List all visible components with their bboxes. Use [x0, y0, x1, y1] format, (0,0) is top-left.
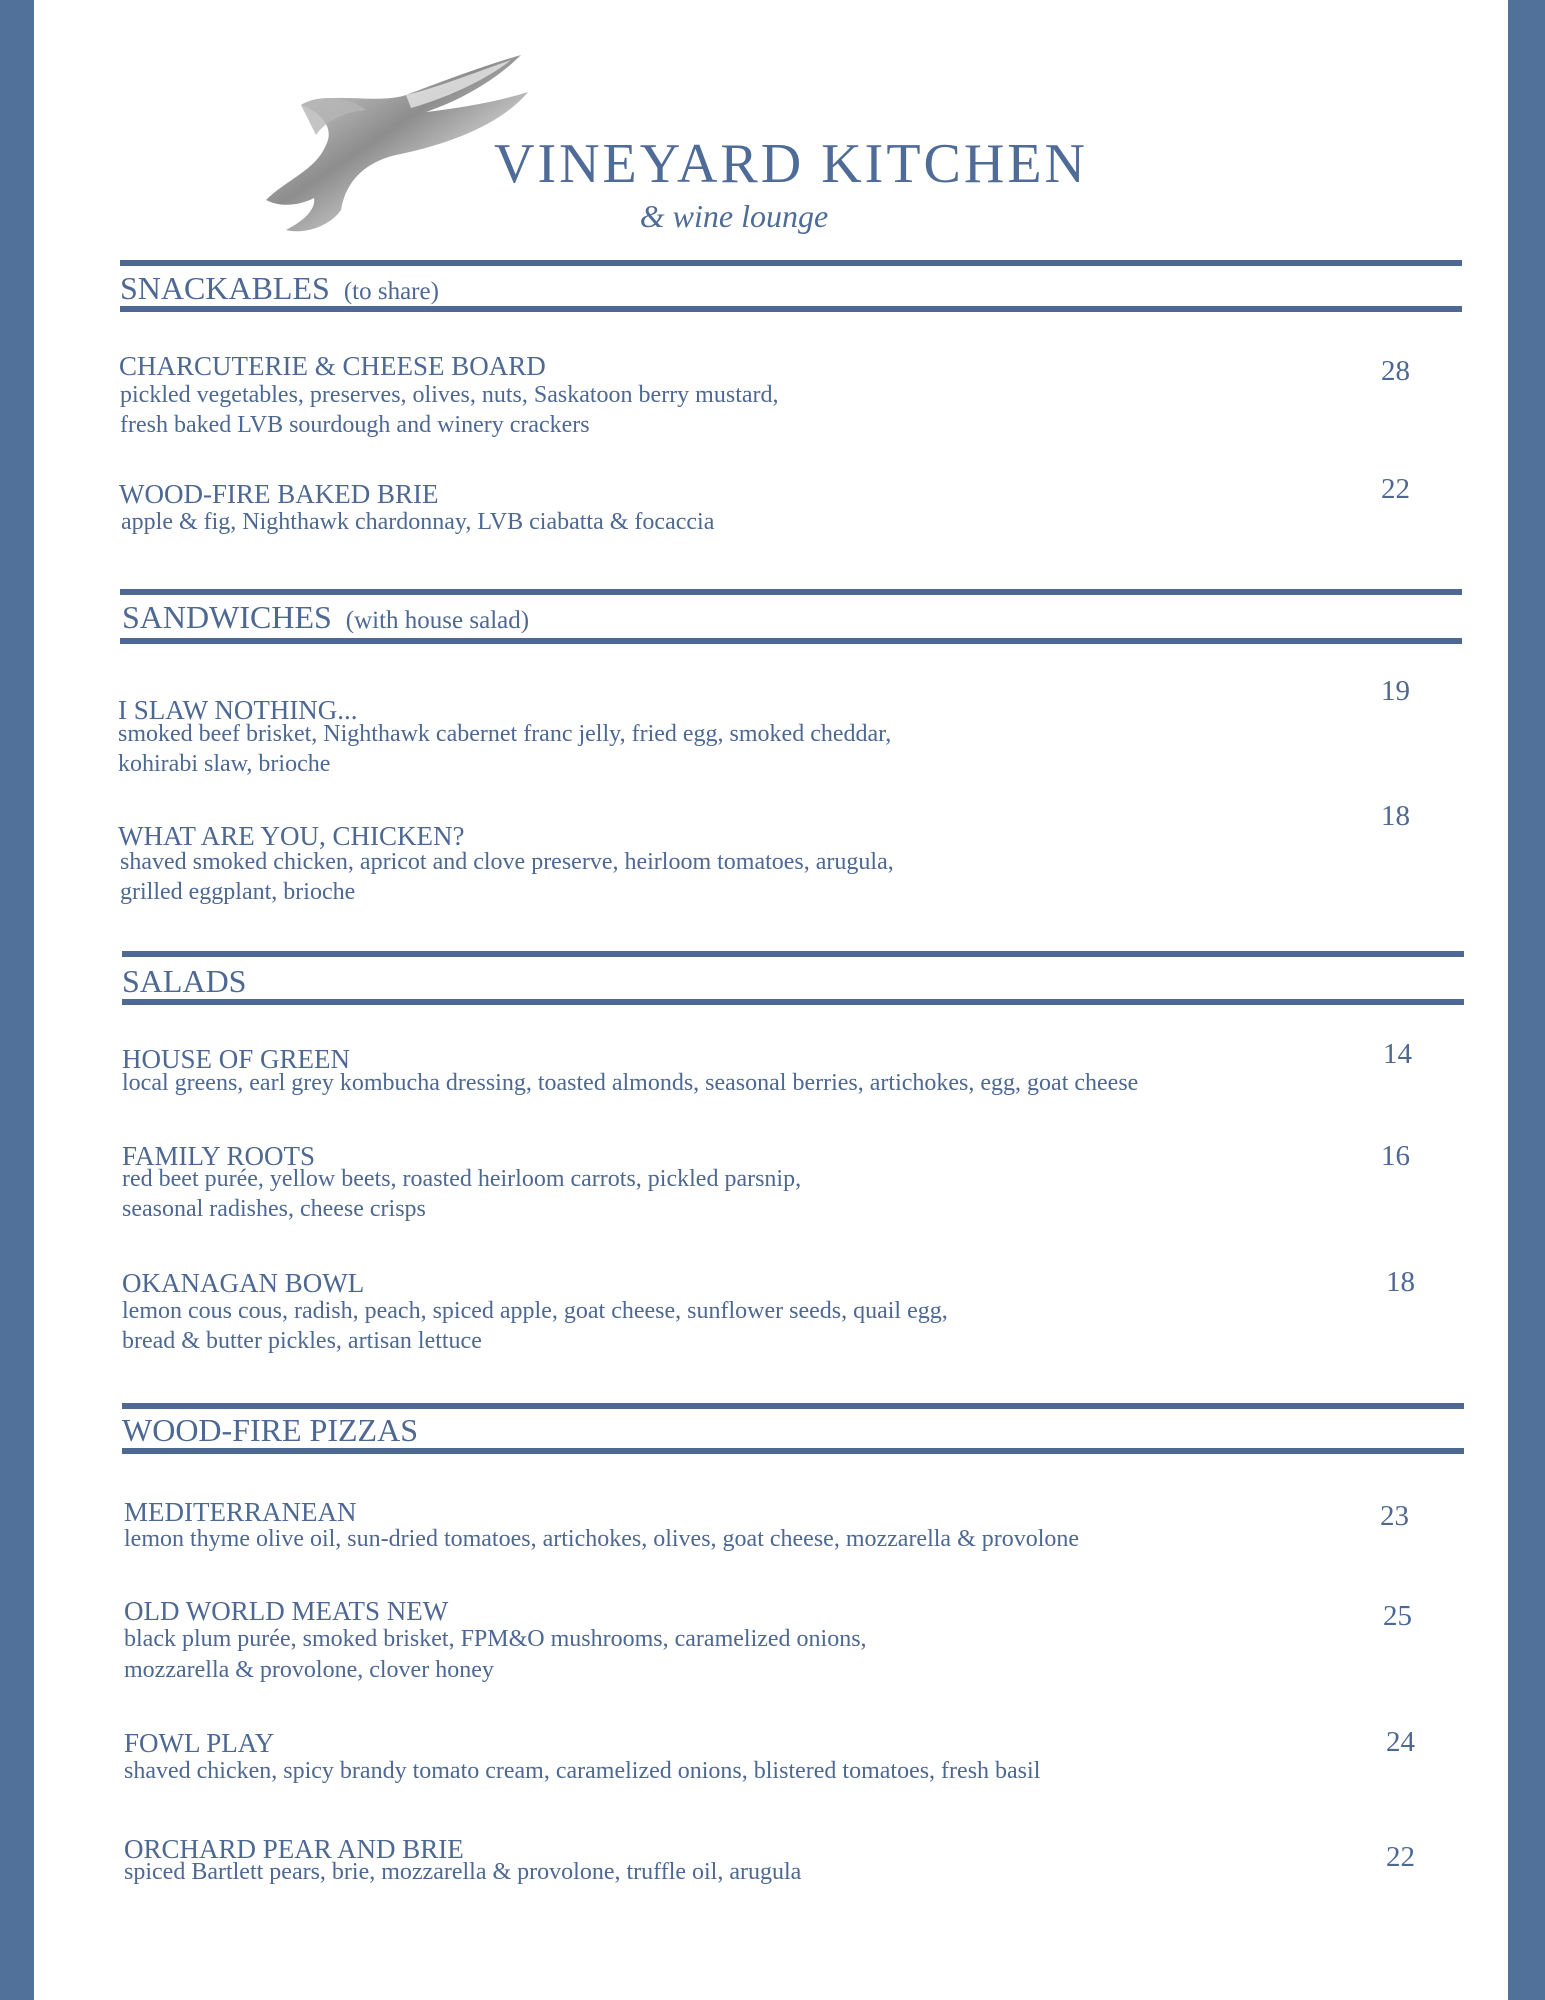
restaurant-tagline: & wine lounge: [639, 198, 829, 234]
menu-item-price: 22: [1386, 1841, 1415, 1873]
menu-item-desc: grilled eggplant, brioche: [120, 879, 356, 905]
menu-item-price: 24: [1386, 1726, 1415, 1758]
menu-item-price: 23: [1380, 1500, 1409, 1532]
menu-item-price: 19: [1381, 675, 1410, 707]
menu-item-name: FOWL PLAY: [124, 1728, 275, 1758]
section-rule-bottom: [122, 1448, 1464, 1454]
menu-item-desc: red beet purée, yellow beets, roasted heirloom carrots, pickled parsnip,: [122, 1166, 802, 1192]
menu-item-desc: pickled vegetables, preserves, olives, nuts, Saskatoon berry mustard,: [120, 382, 779, 408]
section-rule-top: [122, 1403, 1464, 1409]
section-name: SALADS: [122, 963, 247, 999]
menu-item-name: HOUSE OF GREEN: [122, 1044, 351, 1074]
menu-item-desc: bread & butter pickles, artisan lettuce: [122, 1328, 482, 1354]
section-rule-bottom: [120, 638, 1462, 644]
menu-item-price: 25: [1383, 1600, 1412, 1632]
section-note: (with house salad): [345, 607, 530, 634]
menu-item-price: 14: [1383, 1038, 1412, 1070]
menu-item-name: CHARCUTERIE & CHEESE BOARD: [119, 351, 546, 381]
restaurant-name: VINEYARD KITCHEN: [494, 133, 1088, 195]
section-rule-bottom: [120, 306, 1462, 312]
section-title-snackables: [120, 272, 439, 304]
section-title-salads: [122, 965, 246, 997]
section-name: SANDWICHES: [122, 599, 332, 635]
section-title-pizzas: [122, 1414, 418, 1446]
menu-item-desc: lemon cous cous, radish, peach, spiced apple, goat cheese, sunflower seeds, quail egg,: [122, 1298, 948, 1324]
menu-item-desc: shaved chicken, spicy brandy tomato cream, caramelized onions, blistered tomatoes, fresh basil: [124, 1758, 1041, 1784]
menu-item-desc: lemon thyme olive oil, sun-dried tomatoes, artichokes, olives, goat cheese, mozzarella & provolone: [124, 1526, 1080, 1552]
menu-page: [34, 0, 1508, 2000]
section-rule-bottom: [122, 999, 1464, 1005]
section-name: SNACKABLES: [120, 270, 330, 306]
section-rule-top: [122, 951, 1464, 957]
menu-item-desc: black plum purée, smoked brisket, FPM&O mushrooms, caramelized onions,: [124, 1626, 867, 1652]
menu-item-desc: seasonal radishes, cheese crisps: [122, 1196, 426, 1222]
menu-item-desc: kohirabi slaw, brioche: [118, 751, 331, 777]
section-rule-top: [120, 260, 1462, 266]
menu-item-desc: apple & fig, Nighthawk chardonnay, LVB ciabatta & focaccia: [121, 509, 715, 535]
menu-item-price: 22: [1381, 473, 1410, 505]
menu-item-desc: local greens, earl grey kombucha dressing, toasted almonds, seasonal berries, artichokes, egg, goat cheese: [122, 1070, 1139, 1096]
section-name: WOOD-FIRE PIZZAS: [122, 1412, 418, 1448]
section-note: (to share): [343, 278, 439, 305]
menu-item-name: FAMILY ROOTS: [122, 1141, 316, 1171]
menu-item-name: WHAT ARE YOU, CHICKEN?: [118, 821, 465, 851]
menu-item-price: 28: [1381, 355, 1410, 387]
menu-item-price: 16: [1381, 1140, 1410, 1172]
section-title-sandwiches: [122, 601, 529, 633]
menu-item-desc: mozzarella & provolone, clover honey: [124, 1657, 494, 1683]
menu-item-name: OLD WORLD MEATS NEW: [124, 1596, 449, 1626]
menu-item-name: I SLAW NOTHING...: [118, 695, 358, 725]
menu-item-price: 18: [1386, 1266, 1415, 1298]
menu-item-desc: fresh baked LVB sourdough and winery crackers: [120, 412, 590, 438]
menu-item-name: WOOD-FIRE BAKED BRIE: [119, 479, 439, 509]
section-rule-top: [120, 589, 1462, 595]
menu-item-desc: smoked beef brisket, Nighthawk cabernet franc jelly, fried egg, smoked cheddar,: [118, 721, 892, 747]
menu-item-name: MEDITERRANEAN: [124, 1497, 357, 1527]
menu-item-name: OKANAGAN BOWL: [122, 1268, 365, 1298]
menu-item-desc: spiced Bartlett pears, brie, mozzarella & provolone, truffle oil, arugula: [124, 1859, 802, 1885]
menu-item-name: ORCHARD PEAR AND BRIE: [124, 1834, 464, 1864]
menu-item-desc: shaved smoked chicken, apricot and clove preserve, heirloom tomatoes, arugula,: [120, 849, 894, 875]
menu-item-price: 18: [1381, 800, 1410, 832]
